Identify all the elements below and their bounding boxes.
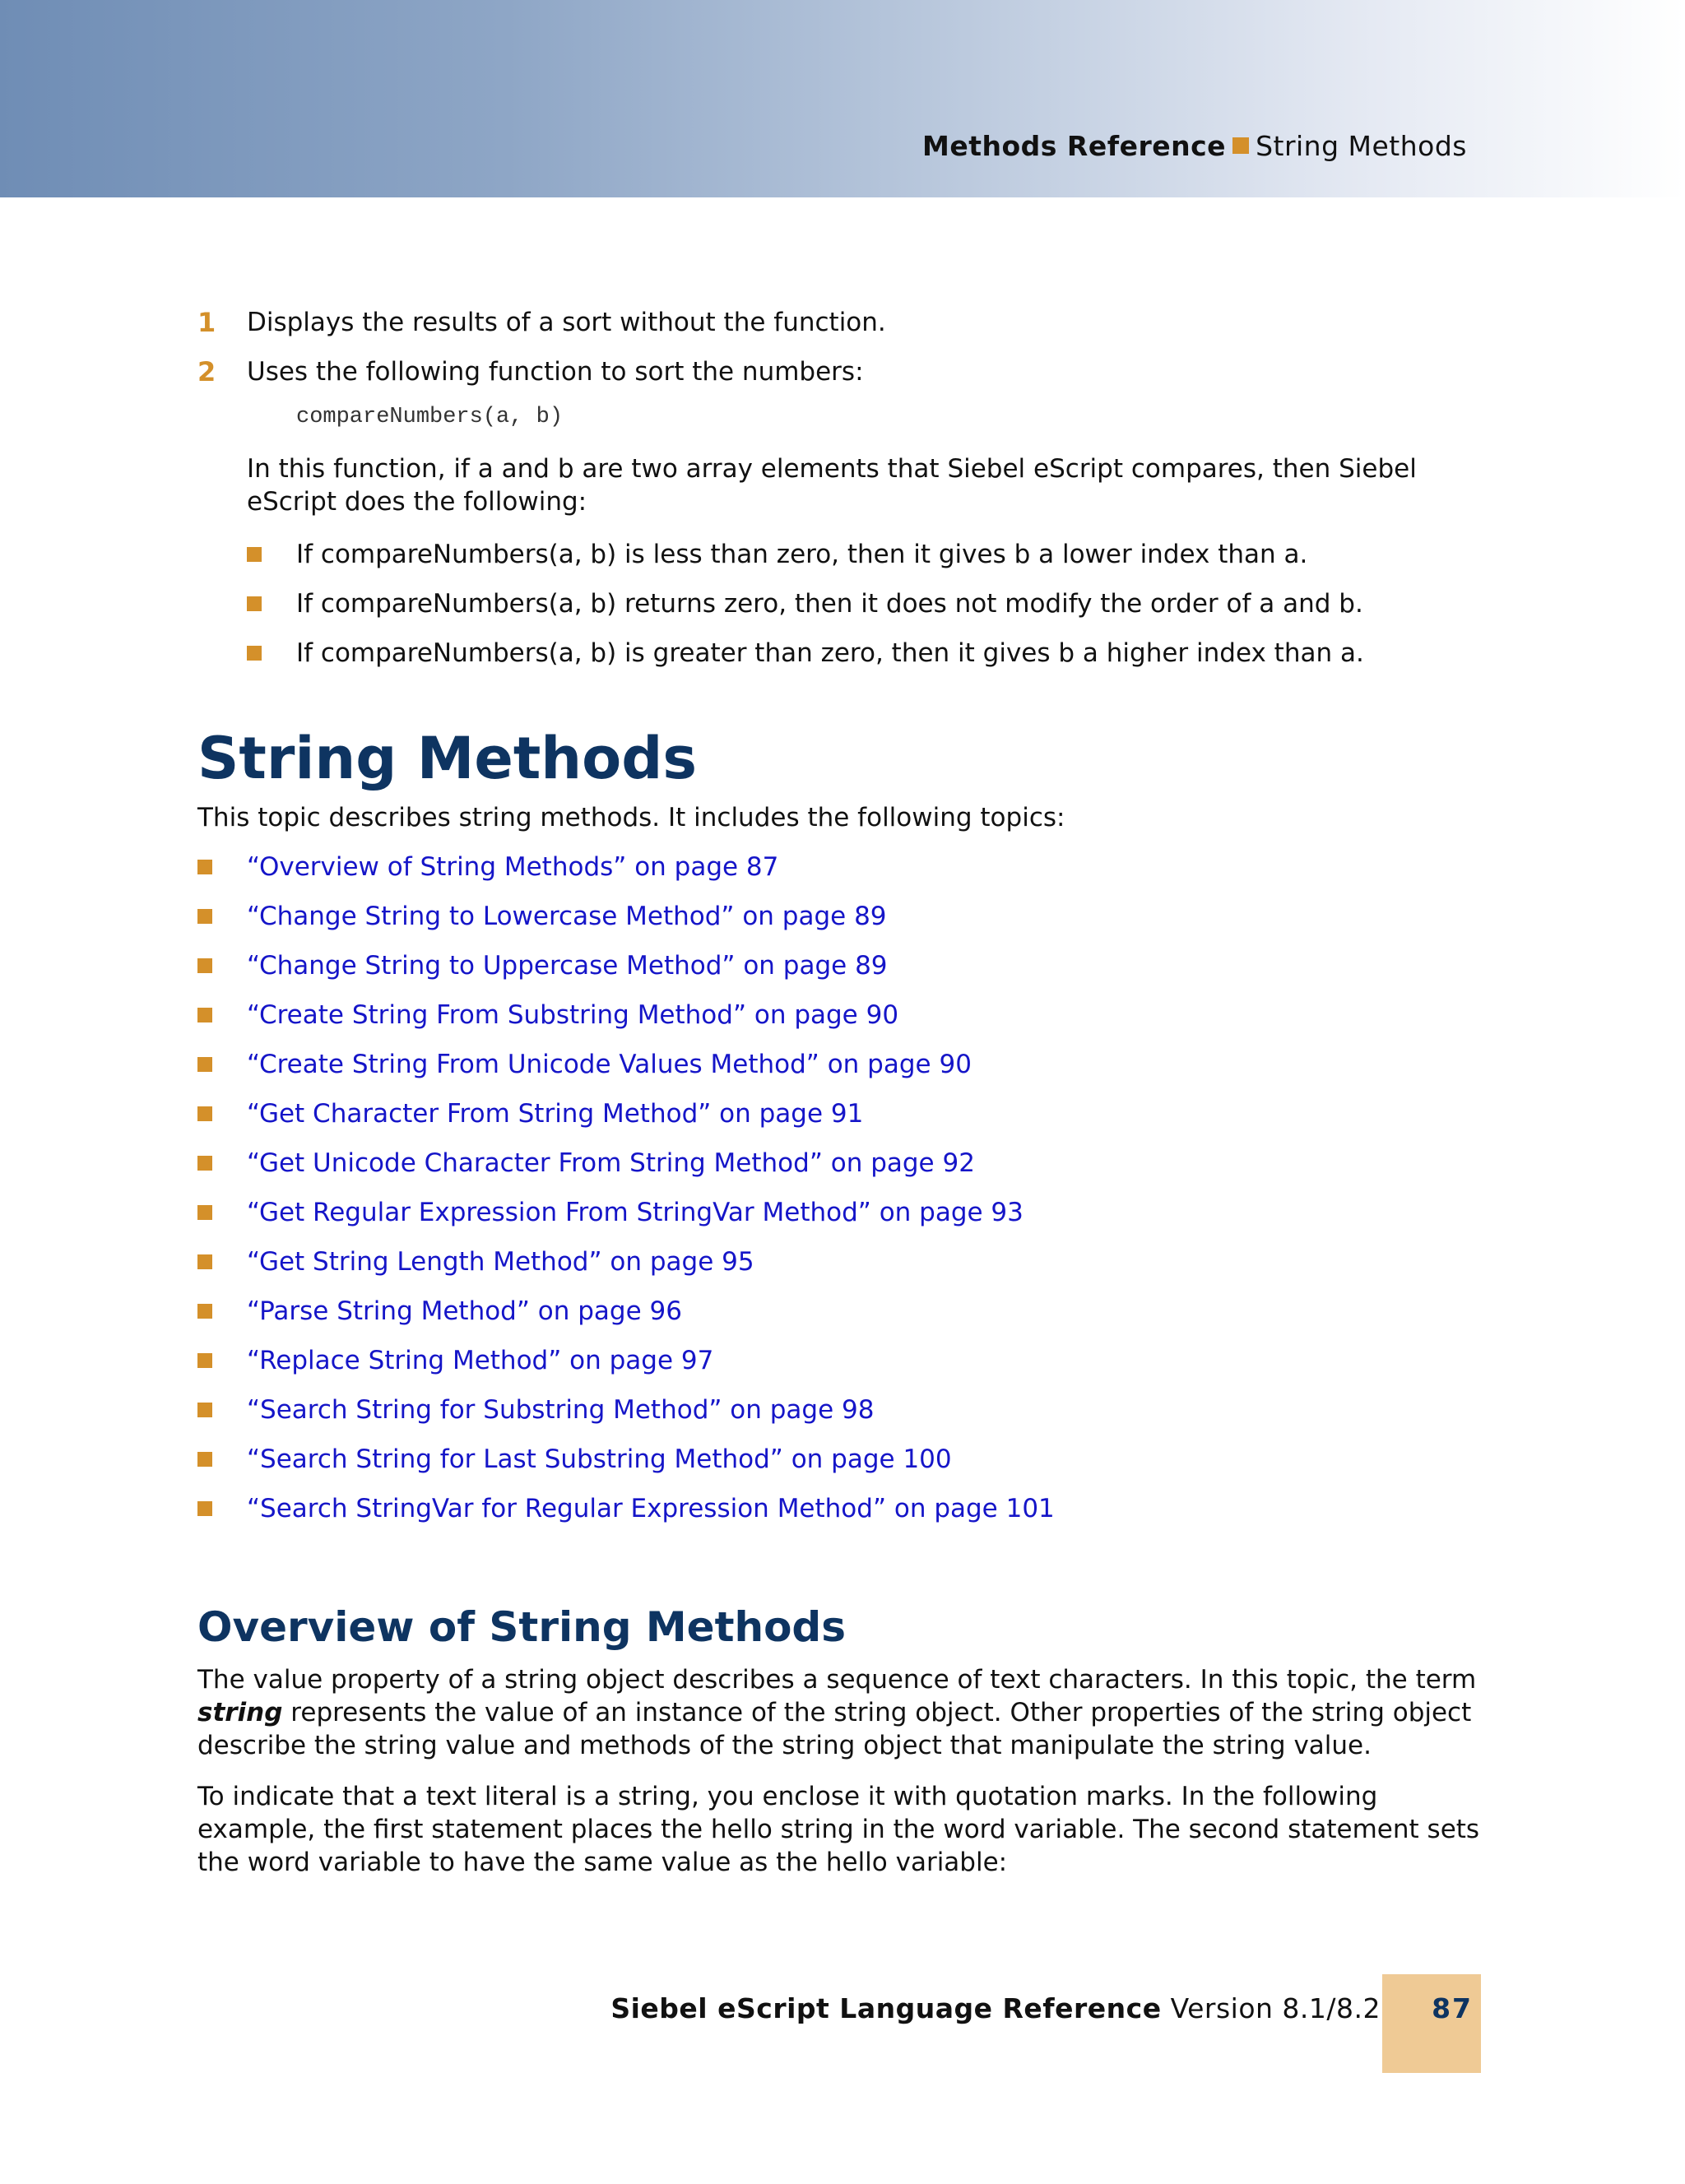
square-bullet-icon [1232,137,1249,154]
square-bullet-icon [197,1254,212,1269]
topic-link-text[interactable]: “Search String for Substring Method” on page 98 [247,1395,875,1425]
topic-link[interactable] [197,900,1481,933]
square-bullet-icon [197,958,212,973]
topic-link[interactable] [197,1443,1481,1476]
topic-link[interactable] [197,949,1481,982]
square-bullet-icon [197,1501,212,1516]
topic-link-text[interactable]: “Get Unicode Character From String Method” on page 92 [247,1148,975,1178]
overview-title: Overview of String Methods [197,1603,846,1651]
topic-link[interactable] [197,1295,1481,1328]
list-item [247,587,1481,620]
square-bullet-icon [197,1106,212,1121]
topic-link-text[interactable]: “Parse String Method” on page 96 [247,1296,682,1326]
topic-link-text[interactable]: “Create String From Substring Method” on page 90 [247,1000,899,1030]
section-intro: This topic describes string methods. It includes the following topics: [197,803,1065,832]
square-bullet-icon [197,860,212,874]
square-bullet-icon [197,1008,212,1022]
topic-link[interactable] [197,1147,1481,1180]
header-subsection: String Methods [1256,130,1467,162]
topic-links-list [197,851,1481,1525]
step-number: 1 [197,307,216,338]
topic-link-text[interactable]: “Get Regular Expression From StringVar Method” on page 93 [247,1198,1024,1227]
topic-link-text[interactable]: “Overview of String Methods” on page 87 [247,852,779,882]
square-bullet-icon [197,1353,212,1368]
square-bullet-icon [197,1156,212,1171]
topic-link[interactable] [197,1048,1481,1081]
square-bullet-icon [247,596,262,611]
square-bullet-icon [197,1304,212,1319]
list-item-text: If compareNumbers(a, b) returns zero, then it does not modify the order of a and b. [296,589,1363,619]
step-number: 2 [197,356,216,387]
running-header [922,130,1467,162]
comparison-rules-list [247,538,1481,670]
list-item [247,637,1481,670]
square-bullet-icon [247,646,262,661]
topic-link-text[interactable]: “Search String for Last Substring Method” on page 100 [247,1444,952,1474]
page-number: 87 [1432,1992,1473,2024]
square-bullet-icon [197,909,212,924]
step-1 [197,306,1481,339]
book-title: Siebel eScript Language Reference [610,1992,1162,2024]
paragraph-text: The value property of a string object describes a sequence of text characters. In this topic, the term [197,1665,1477,1695]
step-2 [197,355,1481,388]
topic-link-text[interactable]: “Search StringVar for Regular Expression Method” on page 101 [247,1494,1055,1523]
topic-link-text[interactable]: “Create String From Unicode Values Method” on page 90 [247,1050,972,1079]
topic-link[interactable] [197,851,1481,883]
header-section: Methods Reference [922,130,1227,162]
header-band [0,0,1685,197]
paragraph-text: represents the value of an instance of the string object. Other properties of the string object describe the string value and methods of the string object that manipulate the string value. [197,1698,1472,1760]
topic-link[interactable] [197,1393,1481,1426]
term-emphasis: string [197,1698,283,1727]
list-item-text: If compareNumbers(a, b) is less than zero, then it gives b a lower index than a. [296,540,1308,569]
topic-link-text[interactable]: “Change String to Lowercase Method” on page 89 [247,902,887,931]
topic-link-text[interactable]: “Replace String Method” on page 97 [247,1346,714,1375]
topic-link-text[interactable]: “Get String Length Method” on page 95 [247,1247,754,1277]
overview-paragraph-2: To indicate that a text literal is a string, you enclose it with quotation marks. In the following example, the first statement places the hello string in the word variable. The second statement sets the word variable to have the same value as the hello variable: [197,1782,1480,1877]
square-bullet-icon [197,1205,212,1220]
overview-paragraph-1 [197,1663,1481,1762]
topic-link-text[interactable]: “Get Character From String Method” on page 91 [247,1099,864,1129]
topic-link[interactable] [197,1344,1481,1377]
square-bullet-icon [247,547,262,562]
page-content [197,306,1481,1897]
list-item [247,538,1481,571]
topic-link-text[interactable]: “Change String to Uppercase Method” on page 89 [247,951,888,981]
section-title: String Methods [197,725,697,792]
book-version: Version 8.1/8.2 [1170,1992,1381,2024]
topic-link[interactable] [197,1196,1481,1229]
topic-link[interactable] [197,1097,1481,1130]
square-bullet-icon [197,1452,212,1467]
square-bullet-icon [197,1057,212,1072]
topic-link[interactable] [197,1245,1481,1278]
step-text: Uses the following function to sort the numbers: [247,357,864,387]
code-sample: compareNumbers(a, b) [296,405,564,429]
function-paragraph: In this function, if a and b are two array elements that Siebel eScript compares, then Siebel eScript does the following: [247,454,1417,517]
list-item-text: If compareNumbers(a, b) is greater than zero, then it gives b a higher index than a. [296,638,1364,668]
page-number-box [1382,1974,1481,2073]
topic-link[interactable] [197,1492,1481,1525]
step-text: Displays the results of a sort without the function. [247,308,886,337]
square-bullet-icon [197,1403,212,1417]
running-footer [610,1992,1381,2024]
topic-link[interactable] [197,999,1481,1032]
